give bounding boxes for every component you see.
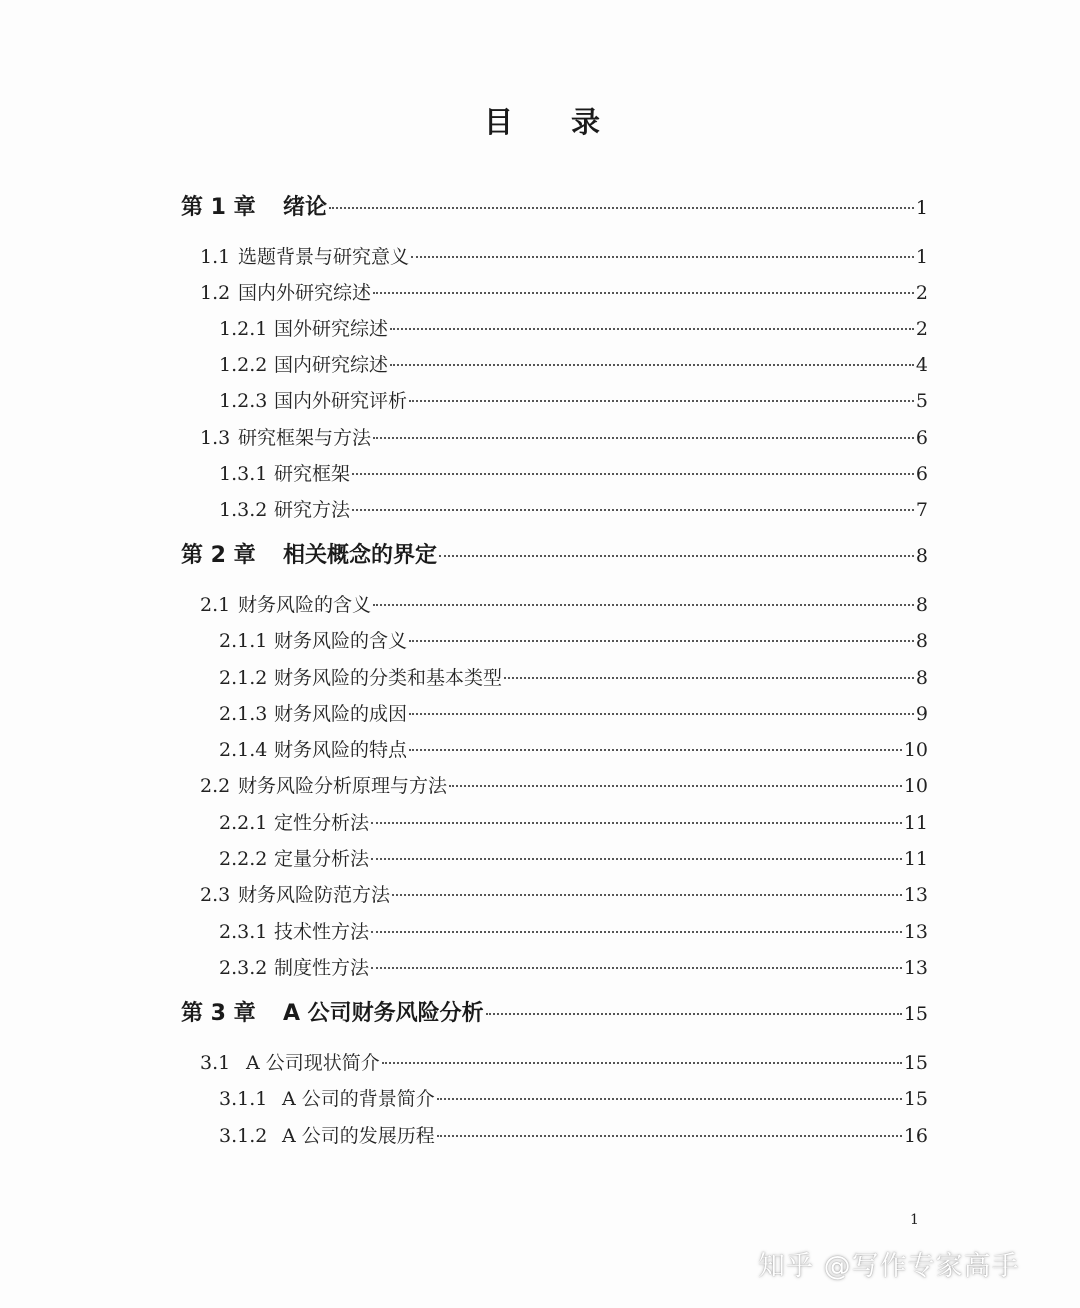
- toc-entry[interactable]: [200, 242, 928, 269]
- toc-entry-number: 2.3.2: [219, 957, 268, 979]
- dot-leader: [392, 894, 902, 896]
- toc-entry-page: 1: [915, 246, 928, 268]
- toc-entry-number: 3.1: [200, 1052, 231, 1074]
- toc-entry[interactable]: [219, 1084, 928, 1111]
- toc-entry-page: 8: [915, 667, 928, 689]
- toc-entry-label: 国内外研究评析: [274, 390, 408, 412]
- dot-leader: [382, 1062, 902, 1064]
- toc-entry-number: 2.1.4: [219, 739, 268, 761]
- toc-entry-label: 选题背景与研究意义: [238, 246, 410, 268]
- toc-entry-number: 第 2 章: [181, 543, 256, 568]
- toc-entry-label: A 公司现状简介: [246, 1052, 380, 1074]
- toc-entry-page: 2: [915, 318, 928, 340]
- toc-entry-page: 13: [903, 921, 928, 943]
- toc-entry-number: 2.1.1: [219, 630, 268, 652]
- toc-entry-number: 1.3.2: [219, 499, 268, 521]
- dot-leader: [486, 1013, 902, 1015]
- dot-leader: [409, 640, 914, 642]
- toc-entry-page: 13: [903, 957, 928, 979]
- toc-entry-label: A 公司的背景简介: [282, 1088, 435, 1110]
- toc-entry[interactable]: [200, 590, 928, 617]
- toc-entry[interactable]: [181, 538, 928, 569]
- toc-entry-label: 财务风险防范方法: [238, 884, 391, 906]
- toc-entry-page: 11: [903, 812, 928, 834]
- toc-entry[interactable]: [219, 917, 928, 944]
- toc-entry[interactable]: [219, 663, 928, 690]
- dot-leader: [437, 1098, 902, 1100]
- dot-leader: [390, 364, 914, 366]
- toc-entry[interactable]: [181, 996, 928, 1027]
- toc-entry-label: 技术性方法: [274, 921, 370, 943]
- toc-entry-label: 制度性方法: [274, 957, 370, 979]
- toc-entry[interactable]: [219, 808, 928, 835]
- watermark: 知乎 @写作专家高手: [758, 1251, 1020, 1282]
- toc-entry-page: 10: [903, 739, 928, 761]
- toc-entry-number: 1.2.2: [219, 354, 268, 376]
- toc-title: 目 录: [483, 105, 625, 139]
- dot-leader: [371, 967, 902, 969]
- toc-entry[interactable]: [219, 626, 928, 653]
- dot-leader: [371, 931, 902, 933]
- toc-entry-page: 16: [903, 1125, 928, 1147]
- toc-entry-label: 财务风险的特点: [274, 739, 408, 761]
- toc-entry-label: 国内外研究综述: [238, 282, 372, 304]
- toc-entry[interactable]: [219, 844, 928, 871]
- toc-entry-label: 绪论: [283, 195, 328, 220]
- toc-entry-page: 6: [915, 463, 928, 485]
- toc-entry[interactable]: [219, 699, 928, 726]
- dot-leader: [329, 207, 914, 209]
- dot-leader: [371, 822, 902, 824]
- toc-entry-page: 11: [903, 848, 928, 870]
- toc-entry-label: 研究框架: [274, 463, 351, 485]
- page-number: 1: [910, 1212, 919, 1228]
- toc-entry-label: 财务风险的分类和基本类型: [274, 667, 503, 689]
- toc-entry-page: 6: [915, 427, 928, 449]
- toc-entry[interactable]: [219, 953, 928, 980]
- dot-leader: [411, 256, 914, 258]
- dot-leader: [371, 858, 902, 860]
- toc-entry-page: 9: [915, 703, 928, 725]
- toc-entry[interactable]: [219, 350, 928, 377]
- toc-entry-page: 2: [915, 282, 928, 304]
- toc-entry-label: 研究框架与方法: [238, 427, 372, 449]
- toc-entry-page: 8: [915, 594, 928, 616]
- toc-entry[interactable]: [219, 495, 928, 522]
- dot-leader: [437, 1135, 902, 1137]
- toc-entry-page: 7: [915, 499, 928, 521]
- toc-entry-page: 8: [915, 630, 928, 652]
- dot-leader: [373, 604, 914, 606]
- dot-leader: [409, 713, 914, 715]
- dot-leader: [352, 509, 914, 511]
- toc-entry-page: 4: [915, 354, 928, 376]
- toc-entry-number: 3.1.1: [219, 1088, 268, 1110]
- toc-entry-label: 国内研究综述: [274, 354, 389, 376]
- toc-entry-number: 1.1: [200, 246, 231, 268]
- toc-entry-number: 3.1.2: [219, 1125, 268, 1147]
- toc-entry-label: 国外研究综述: [274, 318, 389, 340]
- toc-entry-label: 财务风险的成因: [274, 703, 408, 725]
- toc-entry-label: 财务风险的含义: [238, 594, 372, 616]
- toc-entry-number: 1.2.3: [219, 390, 268, 412]
- toc-entry-number: 第 3 章: [181, 1001, 256, 1026]
- toc-entry-page: 15: [903, 1088, 928, 1110]
- dot-leader: [352, 473, 914, 475]
- toc-entry-label: A 公司财务风险分析: [283, 1001, 484, 1026]
- toc-entry-number: 1.2.1: [219, 318, 268, 340]
- toc-entry-page: 8: [915, 545, 928, 567]
- toc-entry-label: 定量分析法: [274, 848, 370, 870]
- toc-entry-label: 定性分析法: [274, 812, 370, 834]
- toc-entry[interactable]: [219, 386, 928, 413]
- dot-leader: [373, 437, 914, 439]
- toc-entry[interactable]: [181, 190, 928, 221]
- toc-entry-number: 2.1: [200, 594, 231, 616]
- toc-entry-number: 2.2.2: [219, 848, 268, 870]
- toc-entry-number: 1.2: [200, 282, 231, 304]
- toc-entry[interactable]: [200, 771, 928, 798]
- toc-entry[interactable]: [200, 423, 928, 450]
- toc-entry-page: 1: [915, 197, 928, 219]
- toc-entry-page: 13: [903, 884, 928, 906]
- toc-entry[interactable]: [200, 278, 928, 305]
- toc-entry-label: 研究方法: [274, 499, 351, 521]
- toc-entry-number: 第 1 章: [181, 195, 256, 220]
- toc-entry-label: A 公司的发展历程: [282, 1125, 435, 1147]
- dot-leader: [373, 292, 914, 294]
- toc-entry[interactable]: [219, 459, 928, 486]
- toc-entry-number: 1.3: [200, 427, 231, 449]
- toc-entry[interactable]: [200, 1048, 928, 1075]
- dot-leader: [409, 400, 914, 402]
- toc-entry-number: 2.3.1: [219, 921, 268, 943]
- toc-entry-label: 财务风险分析原理与方法: [238, 775, 448, 797]
- toc-entry[interactable]: [219, 735, 928, 762]
- toc-entry[interactable]: [219, 1121, 928, 1148]
- toc-entry-number: 2.2.1: [219, 812, 268, 834]
- toc-entry-page: 15: [903, 1052, 928, 1074]
- dot-leader: [449, 785, 902, 787]
- toc-entry-page: 10: [903, 775, 928, 797]
- toc-entry[interactable]: [200, 880, 928, 907]
- toc-entry[interactable]: [219, 314, 928, 341]
- toc-entry-number: 2.1.3: [219, 703, 268, 725]
- toc-entry-number: 1.3.1: [219, 463, 268, 485]
- toc-entry-number: 2.3: [200, 884, 231, 906]
- toc-entry-page: 15: [903, 1003, 928, 1025]
- toc-entry-number: 2.2: [200, 775, 231, 797]
- dot-leader: [504, 677, 914, 679]
- dot-leader: [409, 749, 902, 751]
- toc-entry-label: 相关概念的界定: [283, 543, 438, 568]
- dot-leader: [439, 555, 914, 557]
- toc-entry-page: 5: [915, 390, 928, 412]
- dot-leader: [390, 328, 914, 330]
- toc-entry-label: 财务风险的含义: [274, 630, 408, 652]
- toc-entry-number: 2.1.2: [219, 667, 268, 689]
